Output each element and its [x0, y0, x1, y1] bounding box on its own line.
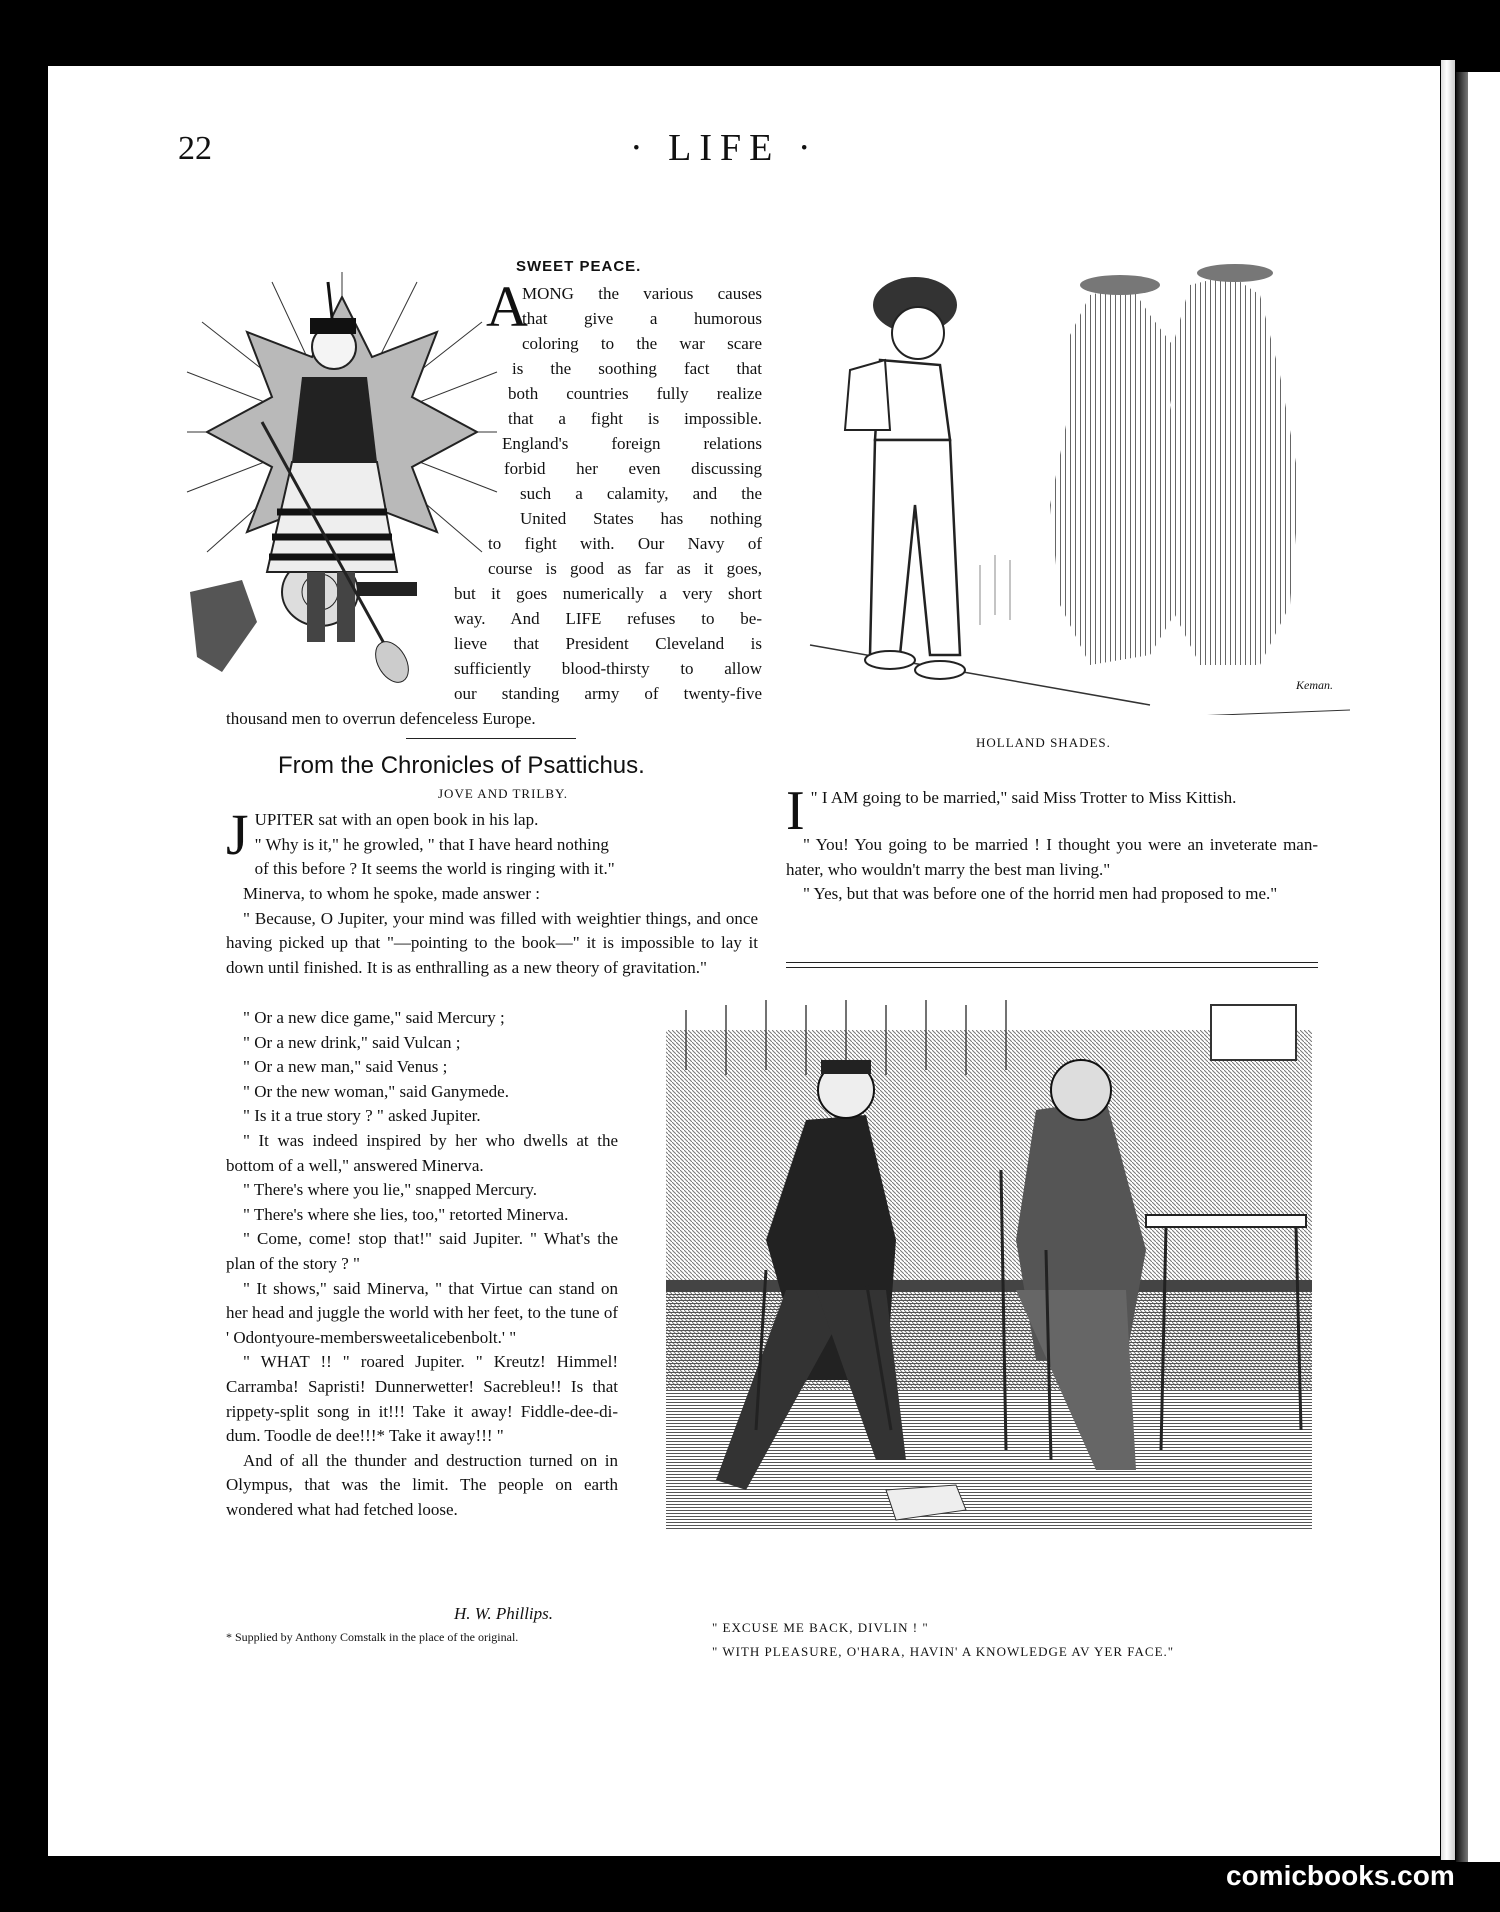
sweet-peace-line: but it goes numerically a very short — [454, 584, 762, 603]
chronicles-paragraph: " It was indeed inspired by her who dwells at the bottom of a well," answered Minerva. — [226, 1130, 618, 1175]
sweet-peace-line: such a calamity, and the — [520, 484, 762, 503]
sweet-peace-line: coloring to the war scare — [522, 334, 762, 353]
section-divider — [786, 962, 1318, 963]
holland-artist-signature: Keman. — [1296, 678, 1333, 692]
sweet-peace-line: that a fight is impossible. — [508, 409, 762, 428]
sweet-peace-line: way. And LIFE refuses to be- — [454, 609, 762, 628]
magazine-title: · LIFE · — [630, 127, 819, 169]
married-paragraph: " You! You going to be married ! I thought you were an inveterate man-hater, who wouldn't marry the best man living." — [786, 835, 1318, 879]
chronicles-narrow-text — [226, 1006, 618, 1522]
sweet-peace-line: United States has nothing — [520, 509, 762, 528]
chronicles-paragraph: " Come, come! stop that!" said Jupiter. " What's the plan of the story ? " — [226, 1229, 618, 1273]
chronicles-wide-text — [226, 882, 758, 980]
chronicles-opening — [226, 802, 758, 882]
chronicles-opening-line: " Why is it," he growled, " that I have heard nothing — [254, 834, 609, 854]
chronicles-paragraph: " Or a new man," said Venus ; — [243, 1057, 448, 1077]
chronicles-footnote: * Supplied by Anthony Comstalk in the place of the original. — [226, 1630, 519, 1644]
holland-shades-caption: HOLLAND SHADES. — [976, 735, 1111, 750]
sweet-peace-line: that give a humorous — [522, 309, 762, 328]
page-spine — [1441, 60, 1455, 1860]
sweet-peace-line: MONG the various causes — [522, 284, 762, 303]
page-number: 22 — [178, 130, 212, 167]
chronicles-paragraph: " WHAT !! " roared Jupiter. " Kreutz! Himmel! Carramba! Sapristi! Dunnerwetter! Sacrebleu!! Is that rippety-split song in it!!! Take it away! Fiddle-dee-di-dum. Toodle de dee!!!* Take it away!!! " — [226, 1352, 618, 1446]
divlin-caption-line2: " WITH PLEASURE, O'HARA, HAVIN' A KNOWLEDGE AV YER FACE." — [712, 1644, 1175, 1659]
chronicles-signature: H. W. Phillips. — [454, 1604, 554, 1623]
holland-shades-illustration — [790, 255, 1380, 715]
sweet-peace-line: is the soothing fact that — [512, 359, 762, 378]
chronicles-opening-line: of this before ? It seems the world is ringing with it." — [254, 859, 615, 879]
chronicles-paragraph: " Or a new drink," said Vulcan ; — [243, 1032, 461, 1052]
chronicles-paragraph: " Is it a true story ? " asked Jupiter. — [243, 1106, 481, 1126]
sweet-peace-line: our standing army of twenty-five — [454, 684, 762, 703]
chronicles-paragraph: " Or a new dice game," said Mercury ; — [243, 1008, 505, 1027]
sweet-peace-line: thousand men to overrun defenceless Europe. — [226, 709, 536, 728]
married-drop-cap: I — [786, 780, 805, 842]
section-divider — [786, 967, 1318, 968]
chronicles-drop-cap: J — [226, 802, 249, 867]
adjacent-page-edge — [1456, 72, 1500, 1862]
sweet-peace-line: sufficiently blood-thirsty to allow — [454, 659, 762, 678]
sweet-peace-line: forbid her even discussing — [504, 459, 762, 478]
sweet-peace-line: to fight with. Our Navy of — [488, 534, 762, 553]
sweet-peace-line: both countries fully realize — [508, 384, 762, 403]
chronicles-paragraph: And of all the thunder and destruction turned on in Olympus, that was the limit. The people on earth wondered what had fetched loose. — [226, 1450, 618, 1519]
chronicles-paragraph: " It shows," said Minerva, " that Virtue can stand on her head and juggle the world with her feet, to the tune of ' Odontyoure-membersweetalicebenbolt.' " — [226, 1278, 618, 1347]
sweet-peace-line: lieve that President Cleveland is — [454, 634, 762, 653]
married-paragraph: " Yes, but that was before one of the horrid men had proposed to me." — [803, 884, 1278, 904]
chronicles-subtitle: JOVE AND TRILBY. — [438, 786, 569, 801]
section-divider — [406, 738, 576, 739]
chronicles-opening-line: UPITER sat with an open book in his lap. — [254, 810, 539, 829]
chronicles-paragraph: " Or the new woman," said Ganymede. — [243, 1081, 509, 1101]
watermark: comicbooks.com — [1226, 1860, 1455, 1891]
chronicles-title: From the Chronicles of Psattichus. — [278, 752, 645, 779]
chronicles-paragraph: " There's where she lies, too," retorted Minerva. — [243, 1204, 569, 1224]
married-opening: " I AM going to be married," said Miss Trotter to Miss Kittish. — [810, 788, 1237, 807]
married-joke — [786, 780, 1318, 907]
divlin-caption-line1: " EXCUSE ME BACK, DIVLIN ! " — [712, 1620, 929, 1635]
chronicles-paragraph: " Because, O Jupiter, your mind was filled with weightier things, and once having picked up that "—pointing to the book—" it is impossible to lay it down until finished. It is as enthralling as a new theory of gravitation." — [226, 908, 758, 977]
chronicles-paragraph: Minerva, to whom he spoke, made answer : — [243, 884, 540, 903]
chronicles-paragraph: " There's where you lie," snapped Mercury. — [243, 1180, 538, 1200]
sweet-peace-drop-cap: A — [486, 274, 528, 339]
sweet-peace-line: England's foreign relations — [502, 434, 762, 453]
divlin-illustration — [656, 990, 1322, 1590]
sweet-peace-line: course is good as far as it goes, — [488, 559, 762, 578]
sweet-peace-heading: SWEET PEACE. — [516, 258, 642, 275]
